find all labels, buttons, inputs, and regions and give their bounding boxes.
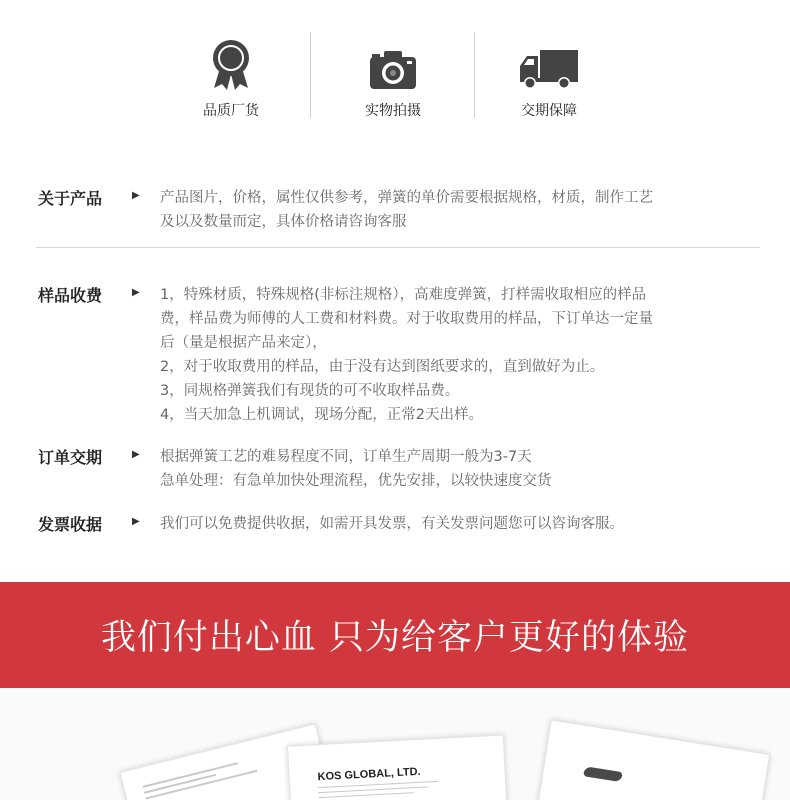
medal-icon <box>156 38 306 90</box>
section-line: 3，同规格弹簧我们有现货的可不收取样品费。 <box>160 383 460 399</box>
arrow-right-icon: ▶ <box>132 190 140 201</box>
section-title: 样品收费 <box>38 286 103 305</box>
section-divider <box>36 247 760 248</box>
card-logo <box>582 767 624 782</box>
section-body <box>160 445 762 493</box>
card-company-name: KOS GLOBAL, LTD. <box>317 765 421 784</box>
feature-label: 品质厂货 <box>203 103 259 119</box>
feature-quality <box>156 38 306 120</box>
section-body <box>160 283 762 427</box>
slogan-banner: 我们付出心血 只为给客户更好的体验 <box>0 582 790 688</box>
feature-photo <box>318 38 468 120</box>
features-row <box>0 0 790 150</box>
section-line: 2，对于收取费用的样品，由于没有达到图纸要求的，直到做好为止。 <box>160 359 605 375</box>
section-line: 后（量是根据产品来定）， <box>160 335 327 351</box>
section-line: 我们可以免费提供收据，如需开具发票，有关发票问题您可以咨询客服。 <box>160 516 624 532</box>
feature-label: 交期保障 <box>521 103 577 119</box>
section-line: 急单处理：有急单加快处理流程，优先安排，以较快速度交货 <box>160 473 552 489</box>
section-body <box>160 186 762 234</box>
feature-label: 实物拍摄 <box>365 103 421 119</box>
section-title: 订单交期 <box>38 448 103 467</box>
arrow-right-icon: ▶ <box>132 449 140 460</box>
feature-delivery <box>474 38 624 120</box>
section-line: 及以及数量而定，具体价格请咨询客服 <box>160 214 407 230</box>
arrow-right-icon: ▶ <box>132 516 140 527</box>
business-cards-photo <box>0 688 790 800</box>
section-line: 费，样品费为师傅的人工费和材料费。对于收取费用的样品，下订单达一定量 <box>160 311 653 327</box>
feature-divider <box>310 32 311 118</box>
truck-icon <box>474 38 624 90</box>
business-card-center <box>287 734 510 800</box>
section-line: 根据弹簧工艺的难易程度不同，订单生产周期一般为3-7天 <box>160 449 532 465</box>
section-body <box>160 512 762 536</box>
section-line: 1，特殊材质，特殊规格(非标注规格），高难度弹簧，打样需收取相应的样品 <box>160 287 647 303</box>
section-title: 发票收据 <box>38 515 103 534</box>
section-line: 4，当天加急上机调试，现场分配，正常2天出样。 <box>160 407 483 423</box>
camera-icon <box>318 38 468 90</box>
section-title: 关于产品 <box>38 189 103 208</box>
business-card-right <box>532 719 770 800</box>
section-line: 产品图片，价格，属性仅供参考，弹簧的单价需要根据规格，材质，制作工艺 <box>160 190 653 206</box>
arrow-right-icon: ▶ <box>132 287 140 298</box>
